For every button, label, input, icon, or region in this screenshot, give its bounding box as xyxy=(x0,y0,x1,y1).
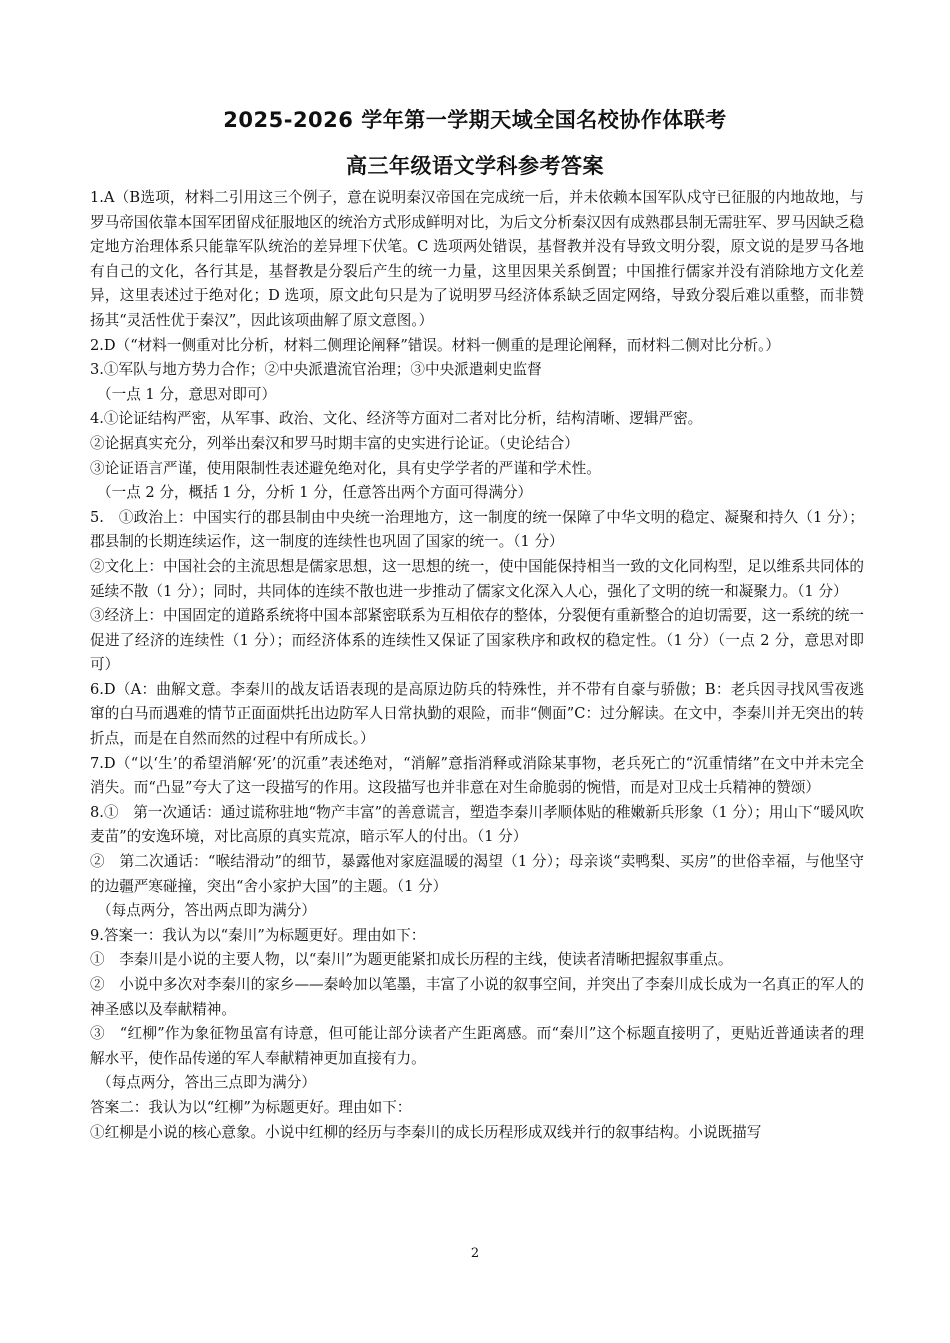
answer-q2: 2.D（“材料一侧重对比分析，材料二侧理论阐释”错误。材料一侧重的是理论阐释，而材料二侧对比分析。） xyxy=(90,336,780,354)
answer-q1: 1.A（B选项，材料二引用这三个例子，意在说明秦汉帝国在完成统一后，并未依赖本国军队戍守已征服的内地故地，与罗马帝国依靠本国军团留戍征服地区的统治方式形成鲜明对比，为后文分析秦汉因有成熟郡县制无需驻军、罗马因缺乏稳定地方治理体系只能靠军队统治的差异埋下伏笔。C 选项两处错误，基督教并没有导致文明分裂，原文说的是罗马各地有自己的文化，各行其是，基督教是分裂后产生的统一力量，这里因果关系倒置；中国推行儒家并没有消除地方文化差异，这里表述过于绝对化；D 选项，原文此句只是为了说明罗马经济体系缺乏固定网络，导致分裂后难以重整，而非赞扬其“灵活性优于秦汉”，因此该项曲解了原文意图。） xyxy=(90,189,864,329)
answer-q8-scoring: （每点两分，答出两点即为满分） xyxy=(97,902,316,920)
answer-q9-option1-scoring: （每点两分，答出三点即为满分） xyxy=(97,1074,316,1092)
answer-q8-point1: 8.① 第一次通话：通过谎称驻地“物产丰富”的善意谎言，塑造李秦川孝顺体贴的稚嫩新兵形象（1 分）；用山下“暖风吹麦苗”的安逸环境，对比高原的真实荒凉，暗示军人的付出。（1 分） xyxy=(90,803,864,846)
answer-q9-option1-intro: 9.答案一：我认为以“秦川”为标题更好。理由如下： xyxy=(90,926,426,944)
answer-q9-option2-intro: 答案二：我认为以“红柳”为标题更好。理由如下： xyxy=(90,1098,412,1116)
answer-q7: 7.D（“以‘生’的希望消解‘死’的沉重”表述绝对，“消解”意指消释或消除某事物，老兵死亡的“沉重情绪”在文中并未完全消失。而“凸显”夸大了这一段描写的作用。这段描写也并非意在对生命脆弱的惋惜，而是对卫戍士兵精神的赞颂） xyxy=(90,754,864,797)
answer-q8-point2: ② 第二次通话：“喉结滑动”的细节，暴露他对家庭温暖的渴望（1 分）；母亲谈“卖鸭梨、买房”的世俗幸福，与他坚守的边疆严寒碰撞，突出“舍小家护大国”的主题。（1 分） xyxy=(90,853,864,895)
answer-q4-point2: ②论据真实充分，列举出秦汉和罗马时期丰富的史实进行论证。（史论结合） xyxy=(90,434,579,452)
answer-q5-point1: 5. ①政治上：中国实行的郡县制由中央统一治理地方，这一制度的统一保障了中华文明的稳定、凝聚和持久（1 分）；郡县制的长期连续运作，这一制度的连续性也巩固了国家的统一。（1 分） xyxy=(90,508,864,551)
page-number: 2 xyxy=(470,1246,480,1261)
answer-q9-option1-point1: ① 李秦川是小说的主要人物，以“秦川”为题更能紧扣成长历程的主线，使读者清晰把握叙事重点。 xyxy=(90,951,733,969)
answer-q4-scoring: （一点 2 分，概括 1 分，分析 1 分，任意答出两个方面可得满分） xyxy=(97,484,533,502)
answer-q9-option1-point2: ② 小说中多次对李秦川的家乡——秦岭加以笔墨，丰富了小说的叙事空间，并突出了李秦川成长成为一名真正的军人的神圣感以及奉献精神。 xyxy=(90,976,864,1018)
answer-q4-point3: ③论证语言严谨，使用限制性表述避免绝对化，具有史学学者的严谨和学术性。 xyxy=(90,459,601,477)
document-subtitle: 高三年级语文学科参考答案 xyxy=(346,154,604,178)
answer-body xyxy=(90,186,864,1145)
answer-q5-point2: ②文化上：中国社会的主流思想是儒家思想，这一思想的统一，使中国能保持相当一致的文化同构型，足以维系共同体的延续不散（1 分）；同时，共同体的连续不散也进一步推动了儒家文化深入人心，强化了文明的统一和凝聚力。（1 分） xyxy=(90,557,864,600)
answer-q9-option1-point3: ③ “红柳”作为象征物虽富有诗意，但可能让部分读者产生距离感。而“秦川”这个标题直接明了，更贴近普通读者的理解水平，使作品传递的军人奉献精神更加直接有力。 xyxy=(90,1025,864,1067)
answer-q5-point3: ③经济上：中国固定的道路系统将中国本部紧密联系为互相依存的整体，分裂便有重新整合的迫切需要，这一系统的统一促进了经济的连续性（1 分）；而经济体系的连续性又保证了国家秩序和政权的稳定性。（1 分）（一点 2 分，意思对即可） xyxy=(90,607,864,674)
answer-q9-option2-point1: ①红柳是小说的核心意象。小说中红柳的经历与李秦川的成长历程形成双线并行的叙事结构。小说既描写 xyxy=(90,1123,762,1141)
document-title: 2025-2026 学年第一学期天域全国名校协作体联考 xyxy=(223,108,727,132)
answer-q4-point1: 4.①论证结构严密，从军事、政治、文化、经济等方面对二者对比分析，结构清晰、逻辑严密。 xyxy=(90,410,703,428)
answer-q6: 6.D（A：曲解文意。李秦川的战友话语表现的是高原边防兵的特殊性，并不带有自豪与骄傲；B：老兵因寻找风雪夜逃窜的白马而遇难的情节正面面烘托出边防军人日常执勤的艰险，而非“侧面”C：过分解读。在文中，李秦川并无突出的转折点，而是在自然而然的过程中有所成长。） xyxy=(90,680,864,748)
answer-q3: 3.①军队与地方势力合作；②中央派遣流官治理；③中央派遣刺史监督 xyxy=(90,361,542,379)
answer-q3-scoring: （一点 1 分，意思对即可） xyxy=(97,385,277,403)
